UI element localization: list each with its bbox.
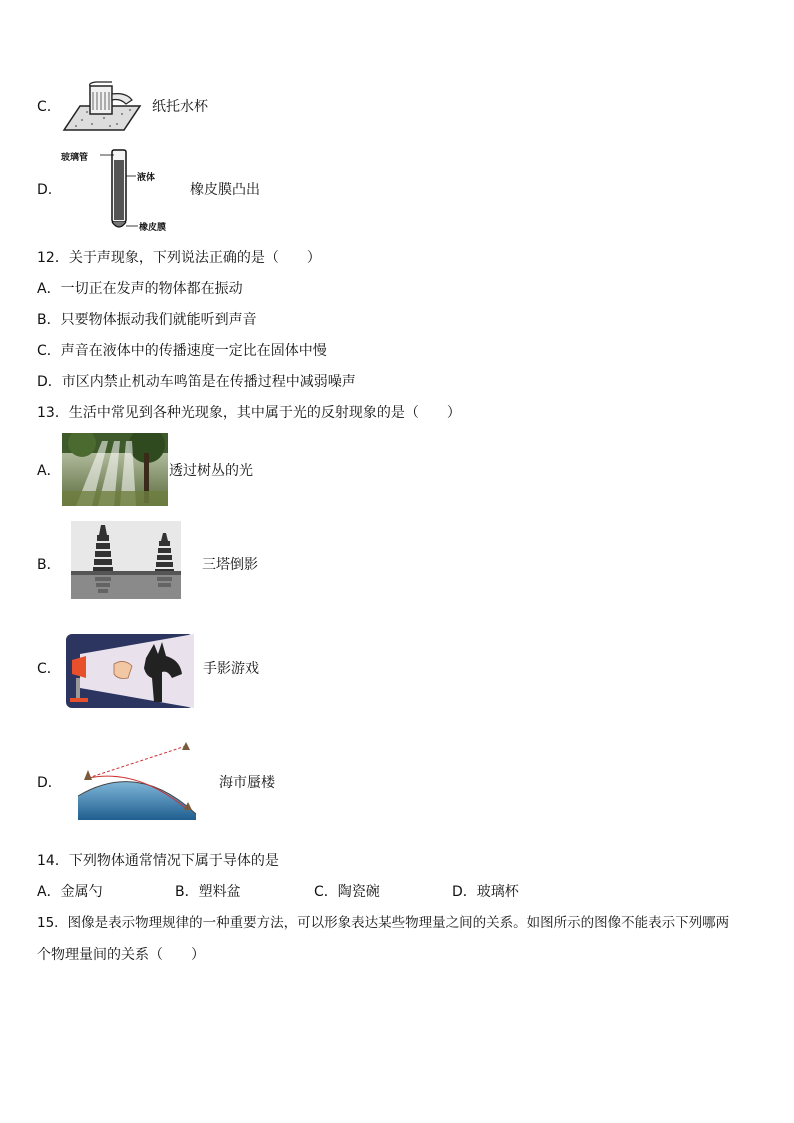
q12-stem: 12．关于声现象，下列说法正确的是（ ） bbox=[37, 250, 321, 266]
q11-option-d-letter: D. bbox=[37, 182, 53, 198]
hand-shadow-game-picture bbox=[66, 634, 194, 708]
q13-option-d-letter: D． bbox=[37, 775, 62, 791]
q15-stem-line1: 15．图像是表示物理规律的一种重要方法，可以形象表达某些物理量之间的关系。如图所示的图像不能表示下列哪两 bbox=[37, 915, 730, 931]
q14-option-a: A．金属勺 bbox=[37, 884, 103, 900]
q14-option-c: C．陶瓷碗 bbox=[314, 884, 380, 900]
q14-option-b: B．塑料盆 bbox=[175, 884, 241, 900]
q15-stem-line2: 个物理量间的关系（ ） bbox=[37, 947, 205, 963]
liquid-label: 液体 bbox=[137, 173, 156, 183]
q11-option-d-caption: 橡皮膜凸出 bbox=[190, 182, 260, 198]
q13-option-c-caption: 手影游戏 bbox=[203, 661, 259, 677]
q12-option-a: A．一切正在发声的物体都在振动 bbox=[37, 281, 243, 297]
q12-option-d: D．市区内禁止机动车鸣笛是在传播过程中减弱噪声 bbox=[37, 374, 356, 390]
q13-option-c-letter: C． bbox=[37, 661, 61, 677]
q13-option-b-letter: B． bbox=[37, 557, 61, 573]
q12-option-b: B．只要物体振动我们就能听到声音 bbox=[37, 312, 257, 328]
q14-stem: 14．下列物体通常情况下属于导体的是 bbox=[37, 853, 279, 869]
q11-option-c-letter: C. bbox=[37, 99, 52, 115]
q13-option-b-caption: 三塔倒影 bbox=[202, 557, 258, 573]
membrane-label: 橡皮膜 bbox=[139, 223, 167, 233]
q13-option-d-caption: 海市蜃楼 bbox=[219, 775, 275, 791]
q13-option-a-letter: A． bbox=[37, 463, 61, 479]
pagoda-reflection-photo bbox=[71, 521, 181, 599]
glass-tube-membrane-figure bbox=[60, 146, 170, 234]
paper-holds-water-cup-figure bbox=[62, 80, 142, 132]
q12-option-c: C．声音在液体中的传播速度一定比在固体中慢 bbox=[37, 343, 327, 359]
mirage-diagram bbox=[76, 740, 202, 820]
glass-tube-label: 玻璃管 bbox=[61, 153, 89, 163]
q13-stem: 13．生活中常见到各种光现象，其中属于光的反射现象的是（ ） bbox=[37, 405, 461, 421]
light-through-trees-photo bbox=[62, 433, 168, 506]
q11-option-c-caption: 纸托水杯 bbox=[152, 99, 208, 115]
q14-option-d: D．玻璃杯 bbox=[452, 884, 519, 900]
q13-option-a-caption: 透过树丛的光 bbox=[169, 463, 253, 479]
